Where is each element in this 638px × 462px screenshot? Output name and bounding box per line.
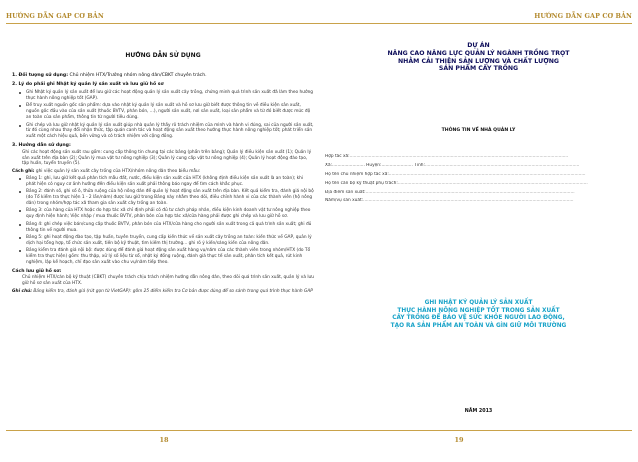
manager-info-heading: THÔNG TIN VỀ NHÀ QUẢN LÝ [441,128,516,133]
list-item: Để truy xuất nguồn gốc sản phẩm: dựa vào nhật ký quản lý sản xuất và hồ sơ lưu giữ biết được thông tin về điều kiện sản xuất, nguồn gốc đầu vào của sản xuất (thuốc BVTV, phân bón, ...), người sản xuất, nơi sản xuất, loại sản phẩm và từ đó biết được mức độ an toàn của sản phẩm, thông tin từ người tiêu dùng. [12,103,314,121]
form-fill: .......................................................................................................................................................... [363,198,574,204]
form-line-location[interactable] [325,163,630,169]
how-to-write-text: ghi việc quản lý sản xuất cây trồng của HTX/nhóm nông dân theo biểu mẫu: [34,168,201,174]
section-1-text: Chủ nhiệm HTX/Trưởng nhóm nông dân/CBKT chuyên trách. [68,73,207,78]
footer-rule [319,430,632,431]
list-item: Bảng 5: ghi hoạt động đào tạo, tập huấn, tuyên truyền, cung cấp kiến thức về sản xuất cây trồng an toàn: kiến thức về GAP, quản lý dịch hại tổng hợp, tổ chức sản xuất, tiến bộ kỹ thuật, tìm kiếm thị trường... ghi rõ ý kiến/sáng kiến của nông dân. [12,235,314,247]
form-line-chairman[interactable] [325,172,630,178]
form-fill: ......................................................................................................................................................... [365,189,575,195]
diary-title-line: TẠO RA SẢN PHẨM AN TOÀN VÀ GÌN GIỮ MÔI TRƯỜNG [390,322,567,329]
project-title-line: DỰ ÁN [467,42,490,49]
form-fill: ........................................................................................................................................... [397,180,588,186]
note-text: Bảng kiểm tra, đánh giá (rút gọn từ VietGAP): gồm 25 điểm kiểm tra Cơ bản được dùng để so sánh trong quá trình thực hành GAP [31,289,313,295]
section-2-label: 2. Lý do phải ghi Nhật ký quản lý sản xuất và lưu giữ hồ sơ [12,82,164,88]
form-label: Địa điểm sản xuất: [325,189,366,195]
running-header: HƯỚNG DẪN GAP CƠ BẢN [534,12,632,20]
page-title: HƯỚNG DẪN SỬ DỤNG [125,52,201,59]
section-3-intro: Ghi các hoạt động sản xuất rau gồm: cung cấp thông tin chung tại các bảng (phần trên bảng); Quản lý điều kiện sản xuất (1); Quản lý sản xuất trên địa bàn (2); Quản lý mua vật tư nông nghiệp (3); Quản lý cung cấp vật tư nông nghiệp (4); Quản lý hoạt động đào tạo, tập huấn, tuyển truyền (5). [22,149,312,167]
how-to-write [12,169,314,175]
list-item: Bảng 1: ghi, lưu giữ kết quả phân tích mẫu đất, nước, điều kiện sản xuất của HTX (không định điều kiện sản xuất là an toàn); khi phát hiện có nguy cơ ảnh hưởng đến điều kiện sản xuất phải thông báo ngay để tìm cách khắc phục. [12,176,314,188]
diary-title-line: THỰC HÀNH NÔNG NGHIỆP TỐT TRONG SẢN XUẤT [397,307,560,314]
form-fill: ................................................................................................................. [424,162,580,168]
page-number: 19 [454,436,464,444]
list-item: Ghi chép và lưu giữ nhật ký quản lý sản xuất giúp nhà quản lý thấy rõ trách nhiệm của mình và hành vi đúng, sai của người sản xuất, từ đó cùng nhau thay đổi nhận thức, tập quán canh tác và hoạt động sản xuất theo hướng thực hành nông nghiệp tốt; phát triển sản xuất một cách hiệu quả, bền vững và có trách nhiệm với cộng đồng. [12,123,314,141]
project-title-line: NHẰM CẢI THIỆN SẢN LƯỢNG VÀ CHẤT LƯỢNG [398,57,559,65]
right-page [319,0,638,462]
left-page-body [12,30,314,295]
list-item: Ghi Nhật ký quản lý sản xuất để lưu giữ các hoạt động quản lý sản xuất cây trồng, chứng minh quá trình sản xuất đã làm theo hướng thực hành nông nghiệp tốt (GAP). [12,90,314,102]
section-1 [12,73,314,79]
note-label: Ghi chú: [12,289,32,295]
form-label: Năm/vụ sản xuất: [325,198,364,204]
form-line-production-site[interactable] [325,190,630,196]
note [12,289,314,295]
section-1-label: 1. Đối tượng sử dụng: [12,73,69,78]
records-keeping-label: Cách lưu giữ hồ sơ: [12,268,62,274]
project-title [319,42,638,73]
records-keeping-text: Chủ nhiệm HTX/cán bộ kỹ thuật (CBKT) chuyên trách chịu trách nhiệm hướng dẫn nông dân, theo dõi quá trình sản xuất, quản lý và lưu giữ hồ sơ sản xuất của HTX. [22,275,314,287]
list-item: Bảng 4: ghi chép việc bán/cung cấp thuốc BVTV, phân bón của HTX/cửa hàng cho người sản xuất trong cả quá trình sản xuất; ghi đủ thông tin về người mua. [12,222,314,234]
list-item: Bảng 3: của hàng của HTX hoặc do hợp tác xã chỉ định phải có đủ tư cách pháp nhân, điều kiện kinh doanh vật tư nông nghiệp theo quy định hiện hành; Việc nhập / mua thuốc BVTV, phân bón của hợp tác xã/cửa hàng phải được ghi chép và lưu giữ hồ sơ. [12,208,314,220]
header-rule [319,23,632,24]
how-to-write-label: Cách ghi: [12,168,35,174]
diary-title-line: CÂY TRỒNG ĐỂ BẢO VỆ SỨC KHỎE NGƯỜI LAO ĐỘNG, [392,315,565,322]
form-fill: ................................................................................................................................................................ [349,154,569,159]
form-label: Họ tên cán bộ kỹ thuật phụ trách: [325,180,398,186]
form-line-season[interactable] [325,198,630,204]
form-line-cooperative[interactable] [325,154,630,160]
form-label: Xã:........................ Huyện:....................... Tỉnh: [325,162,425,168]
form-label: Họ tên chủ nhiệm hợp tác xã: [325,171,389,177]
list-item: Bảng 2: đánh số, ghi số ô, thửa ruộng của hộ nông dân để quản lý hoạt động sản xuất trên địa bàn. Kết quả kiểm tra, đánh giá nội bộ (do Tổ kiểm tra thực hiện 1 - 2 lần/năm) được lưu giữ trong Bảng này nhằm theo dõi, điều chỉnh hành vi của các thành viên (hộ nông dân) trong nhóm/hợp tác xã tham gia sản xuất cây trồng an toàn. [12,189,314,207]
form-label: Hợp tác xã: [325,154,350,159]
year-label: NĂM 2013 [464,409,493,414]
section-3-label: 3. Hướng dẫn sử dụng: [12,143,71,149]
form-line-technician[interactable] [325,181,630,187]
diary-title-line: GHI NHẬT KÝ QUẢN LÝ SẢN XUẤT [424,300,533,306]
form-fill: ................................................................................................................................................ [388,171,586,177]
page-number: 18 [159,436,169,444]
project-title-line: SẢN PHẨM CÂY TRỒNG [438,65,519,73]
list-item: Bảng kiểm tra đánh giá nội bộ: được dùng để đánh giá hoạt động sản xuất hàng vụ/năm của các thành viên trong nhóm/HTX (do Tổ kiểm tra thực hiện) gồm: thu thập, xử lý số liệu từ sổ, nhật ký đồng ruộng, đánh giá thực tế sản xuất, phân tích kết quả, rút kinh nghiệm, lập kế hoạch, chỉ đạo sản xuất vào chu vụ/năm tiếp theo. [12,248,314,266]
manager-info-form [325,154,630,207]
footer-rule [6,430,319,431]
running-header: HƯỚNG DẪN GAP CƠ BẢN [6,12,104,20]
header-rule [6,23,319,24]
project-title-line: NÂNG CAO NĂNG LỰC QUẢN LÝ NGÀNH TRỒNG TRỌT [387,49,570,57]
diary-title [319,300,638,330]
